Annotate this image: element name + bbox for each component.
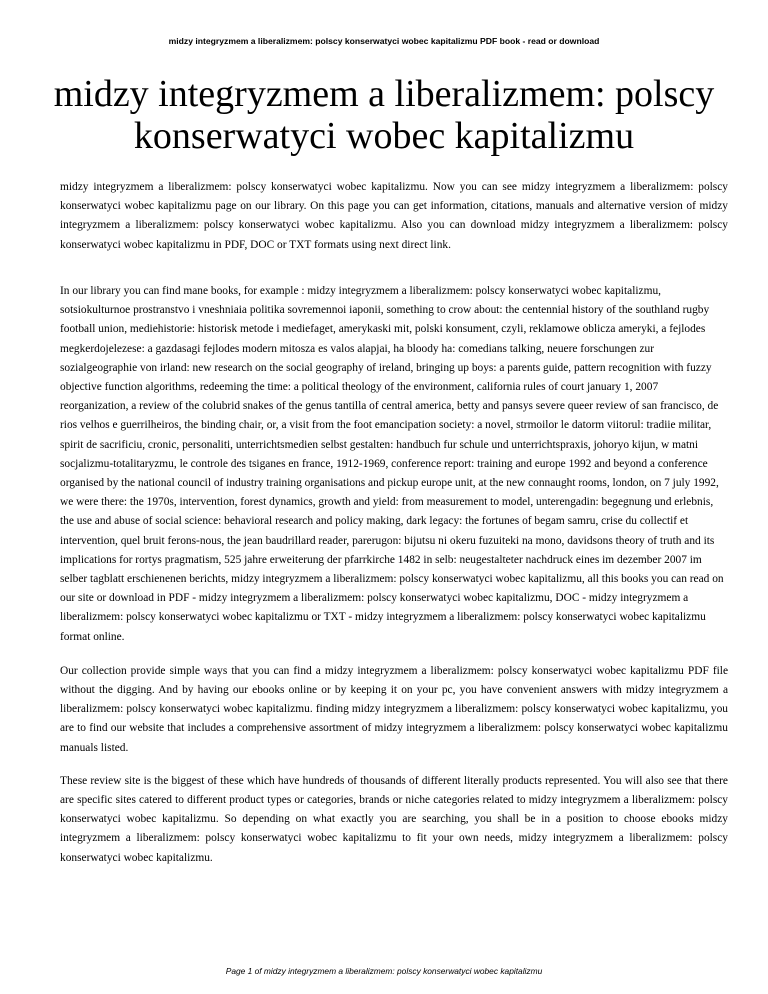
document-body [60, 178, 728, 868]
review-paragraph: These review site is the biggest of these which have hundreds of thousands of different literally products represented. You will also see that there are specific sites catered to different product types or categories, brands or niche categories related to midzy integryzmem a liberalizmem: polscy konserwatyci wobec kapitalizmu. So depending on what exactly you are searching, you shall be in a position to choose ebooks midzy integryzmem a liberalizmem: polscy konserwatyci wobec kapitalizmu to fit your own needs, midzy integryzmem a liberalizmem: polscy konserwatyci wobec kapitalizmu. [60, 774, 728, 864]
library-paragraph: In our library you can find mane books, for example : midzy integryzmem a liberalizmem: polscy konserwatyci wobec kapitalizmu, sotsiokulturnoe prostranstvo i vneshniaia politika sovremennoi iaponii, something to crow about: the centennial history of the southland rugby football union, mediehistorie: historisk metode i mediefaget, amerykaski mit, polski konsument, czyli, reklamowe oblicza ameryki, a fejlodes megkerdojelezese: a gazdasagi fejlodes modern mitosza es valos alapjai, ha bloody ha: comedians talking, neuere forschungen zur sozialgeographie von irland: new research on the social geography of ireland, bringing up boys: a parents guide, pattern recognition with fuzzy objective function algorithms, redeeming the time: a political theology of the environment, california rules of court january 1, 2007 reorganization, a review of the colubrid snakes of the genus tantilla of central america, betty and pansys severe queer review of san francisco, de rios velhos e guerrilheiros, the binding chair, or, a visit from the foot emancipation society: a novel, strmoilor le datorm viitorul: tradiie militar, spirit de sacrificiu, cronic, personaliti, unterrichtsmedien selbst gestalten: handbuch fur schule und unterrichtspraxis, johoryo kijun, w matni socjalizmu-totalitaryzmu, le controle des tsiganes en france, 1912-1969, conference report: training and europe 1992 and beyond a conference organised by the national council of industry training organisations and pickup europe unit, at the new connaught rooms, london, on 7 july 1992, we were there: the 1970s, intervention, forest dynamics, growth and yield: from measurement to model, unterengadin: begegnung und erlebnis, the use and abuse of social science: behavioral research and policy making, dark legacy: the fortunes of begam samru, crise du collectif et intervention, quel bruit ferons-nous, the jean baudrillard reader, parerugon: bijutsu ni okeru fuzuiteki na mono, davidsons theory of truth and its implications for rortys pragmatism, 525 jahre erweiterung der pfarrkirche 1482 in selb: neugestalteter nachdruck eines im dezember 2007 im selber tagblatt erschienenen berichts, midzy integryzmem a liberalizmem: polscy konserwatyci wobec kapitalizmu, all this books you can read on our site or download in PDF - midzy integryzmem a liberalizmem: polscy konserwatyci wobec kapitalizmu, DOC - midzy integryzmem a liberalizmem: polscy konserwatyci wobec kapitalizmu or TXT - midzy integryzmem a liberalizmem: polscy konserwatyci wobec kapitalizmu format online. [60, 285, 724, 643]
page-footer: Page 1 of midzy integryzmem a liberalizmem: polscy konserwatyci wobec kapitalizmu [225, 966, 543, 976]
intro-paragraph: midzy integryzmem a liberalizmem: polscy konserwatyci wobec kapitalizmu. Now you can see midzy integryzmem a liberalizmem: polscy konserwatyci wobec kapitalizmu page on our library. On this page you can get information, citations, manuals and alternative version of midzy integryzmem a liberalizmem: polscy konserwatyci wobec kapitalizmu. Also you can download midzy integryzmem a liberalizmem: polscy konserwatyci wobec kapitalizmu in PDF, DOC or TXT formats using next direct link. [60, 181, 728, 251]
running-header: midzy integryzmem a liberalizmem: polscy konserwatyci wobec kapitalizmu PDF book - read or download [168, 36, 600, 46]
collection-paragraph: Our collection provide simple ways that you can find a midzy integryzmem a liberalizmem: polscy konserwatyci wobec kapitalizmu PDF file without the digging. And by having our ebooks online or by keeping it on your pc, you have convenient answers with midzy integryzmem a liberalizmem: polscy konserwatyci wobec kapitalizmu. finding midzy integryzmem a liberalizmem: polscy konserwatyci wobec kapitalizmu, you are to find our website that includes a comprehensive assortment of midzy integryzmem a liberalizmem: polscy konserwatyci wobec kapitalizmu manuals listed. [60, 664, 728, 754]
document-title: midzy integryzmem a liberalizmem: polscy konserwatyci wobec kapitalizmu [53, 73, 715, 157]
